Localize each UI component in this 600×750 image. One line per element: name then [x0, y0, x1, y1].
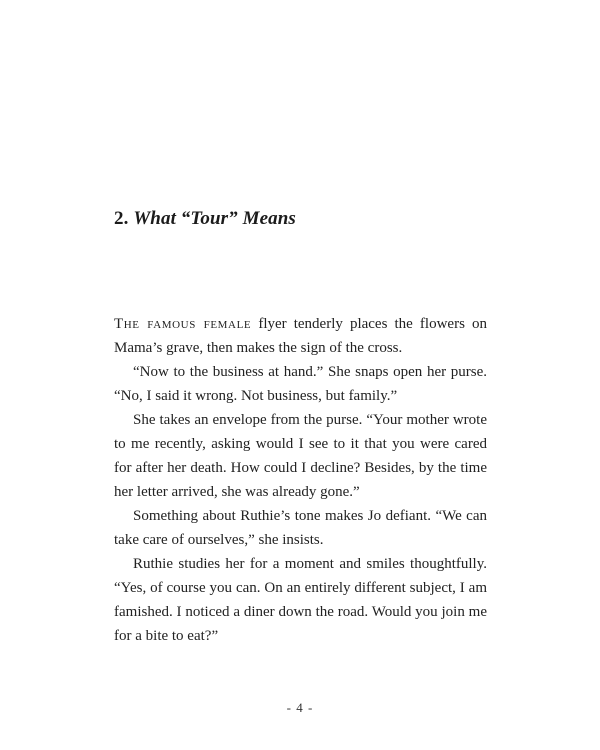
opening-smallcaps: The famous female: [114, 316, 252, 332]
paragraph: Something about Ruthie’s tone makes Jo defiant. “We can take care of ourselves,” she insists.: [114, 508, 487, 548]
paragraph: She takes an envelope from the purse. “Your mother wrote to me recently, asking would I see to it that you were cared for after her death. How could I decline? Besides, by the time her letter arrived, she was already gone.”: [114, 412, 487, 500]
chapter-body: [114, 312, 487, 648]
opening-paragraph: [114, 312, 487, 360]
chapter-number: 2.: [114, 208, 129, 229]
chapter-heading: [114, 208, 296, 230]
page-number: - 4 -: [286, 700, 314, 715]
paragraph: “Now to the business at hand.” She snaps open her purse. “No, I said it wrong. Not business, but family.”: [114, 364, 487, 404]
chapter-title: What “Tour” Means: [133, 208, 296, 229]
paragraph: Ruthie studies her for a moment and smiles thoughtfully. “Yes, of course you can. On an entirely different subject, I am famished. I noticed a diner down the road. Would you join me for a bite to eat?”: [114, 556, 487, 644]
opening-text: flyer tenderly places the flowers on Mama’s grave, then makes the sign of the cross.: [114, 316, 487, 356]
